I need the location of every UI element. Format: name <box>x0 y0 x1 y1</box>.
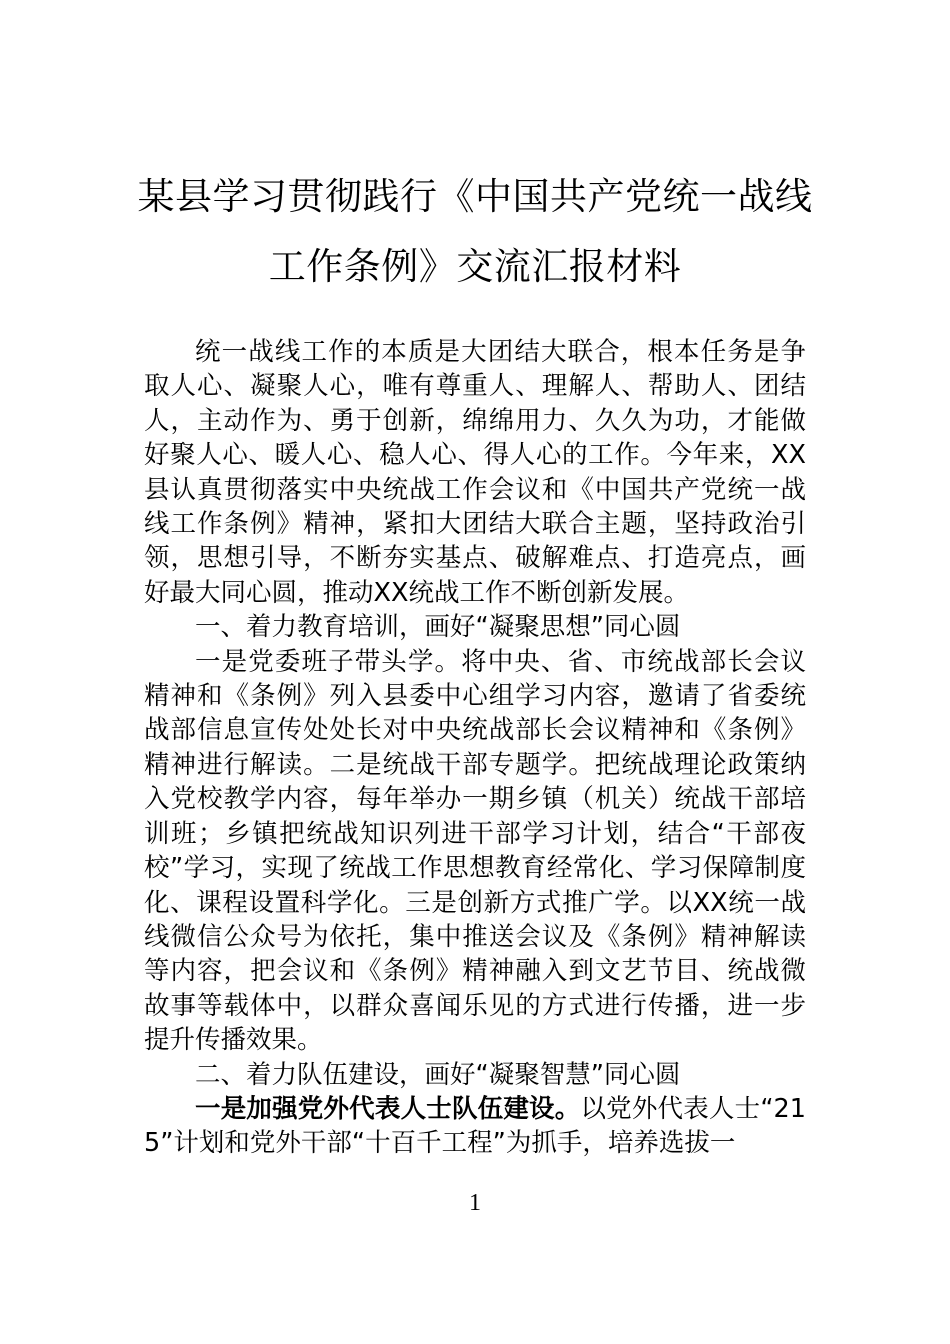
section-1-paragraph: 一是党委班子带头学。将中央、省、市统战部长会议精神和《条例》列入县委中心组学习内容，邀请了省委统战部信息宣传处处长对中央统战部长会议精神和《条例》精神进行解读。二是统战干部专题学。把统战理论政策纳入党校教学内容，每年举办一期乡镇（机关）统战干部培训班；乡镇把统战知识列进干部学习计划，结合“干部夜校”学习，实现了统战工作思想教育经常化、学习保障制度化、课程设置科学化。三是创新方式推广学。以XX统一战线微信公众号为依托，集中推送会议及《条例》精神解读等内容，把会议和《条例》精神融入到文艺节目、统战微故事等载体中，以群众喜闻乐见的方式进行传播，进一步提升传播效果。 <box>144 646 806 1056</box>
section-heading-1: 一、着力教育培训，画好“凝聚思想”同心圆 <box>195 612 681 643</box>
document-body <box>144 335 806 1161</box>
section-2-paragraph <box>144 1092 806 1161</box>
intro-paragraph: 统一战线工作的本质是大团结大联合，根本任务是争取人心、凝聚人心，唯有尊重人、理解人、帮助人、团结人，主动作为、勇于创新，绵绵用力、久久为功，才能做好聚人心、暖人心、稳人心、得人心的工作。今年来，XX县认真贯彻落实中央统战工作会议和《中国共产党统一战线工作条例》精神，紧扣大团结大联合主题，坚持政治引领，思想引导，不断夯实基点、破解难点、打造亮点，画好最大同心圆，推动XX统战工作不断创新发展。 <box>144 337 806 608</box>
section-2-lead-bold: 一是加强党外代表人士队伍建设。 <box>195 1093 581 1124</box>
section-heading-2: 二、着力队伍建设，画好“凝聚智慧”同心圆 <box>195 1059 681 1090</box>
section-2-text: 以党外代表人士“215”计划和党外干部“十百千工程”为抓手，培养选拔一 <box>144 1093 806 1159</box>
page-number: 1 <box>469 1190 481 1216</box>
document-title-line-1: 某县学习贯彻践行《中国共产党统一战线 <box>137 175 813 218</box>
document-title-line-2: 工作条例》交流汇报材料 <box>268 245 682 288</box>
